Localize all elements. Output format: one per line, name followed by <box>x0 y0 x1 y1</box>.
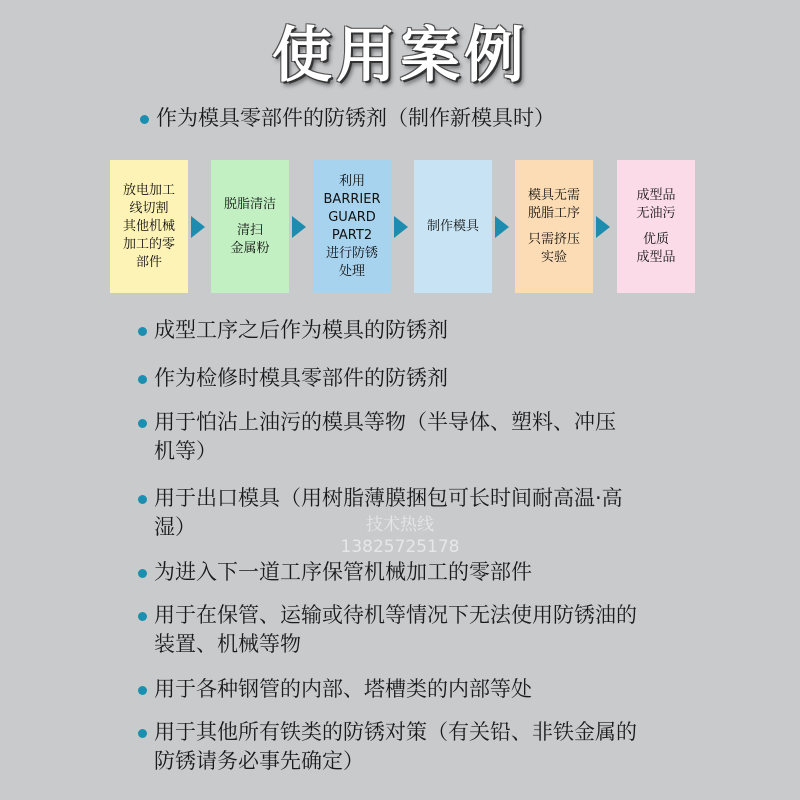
flow-step-text: 成型品 <box>636 249 676 265</box>
use-case-item <box>138 364 448 393</box>
bullet-dot-icon <box>138 729 147 738</box>
flow-step-4 <box>414 160 492 293</box>
use-case-text <box>154 718 637 776</box>
flow-step-text: 利用 <box>338 173 365 189</box>
use-case-item <box>138 718 637 776</box>
use-case-line: 成型工序之后作为模具的防锈剂 <box>154 318 448 342</box>
use-case-item <box>138 316 448 345</box>
use-case-text <box>154 601 637 659</box>
use-case-line: 用于其他所有铁类的防锈对策（有关铅、非铁金属的 <box>154 720 637 744</box>
flow-step-text: 线切割 <box>129 200 169 216</box>
flow-step-text: 模具无需 <box>527 187 580 203</box>
flow-step-text: 放电加工 <box>122 182 175 198</box>
intro-text: 作为模具零部件的防锈剂（制作新模具时） <box>156 106 555 130</box>
use-case-line: 防锈请务必事先确定） <box>154 749 364 773</box>
flow-step-text: 脱脂清洁 <box>223 196 276 212</box>
use-case-line: 湿） <box>154 515 196 539</box>
flow-step-2 <box>211 160 289 293</box>
flow-step-text: 脱脂工序 <box>527 205 580 221</box>
use-case-text <box>154 316 448 345</box>
flow-step-text: 加工的零 <box>122 236 175 252</box>
flow-step-text: 处理 <box>338 263 365 279</box>
use-case-line: 用于怕沾上油污的模具等物（半导体、塑料、冲压 <box>154 410 616 434</box>
flow-step-text: 金属粉 <box>230 240 270 256</box>
bullet-dot-icon <box>138 419 147 428</box>
bullet-dot-icon <box>138 569 147 578</box>
flow-step-text: 只需挤压 <box>527 231 580 247</box>
flow-step-text: 优质 <box>642 231 669 247</box>
watermark-phone: 13825725178 <box>340 537 460 557</box>
flow-arrow-icon <box>495 216 509 238</box>
flow-step-text: 制作模具 <box>426 218 479 234</box>
use-case-line: 机等） <box>154 439 217 463</box>
use-case-item <box>138 675 532 704</box>
use-case-text <box>154 408 616 466</box>
use-case-text <box>154 675 532 704</box>
flow-arrow-icon <box>394 216 408 238</box>
intro-bullet <box>140 104 555 133</box>
flow-step-6 <box>617 160 695 293</box>
use-case-line: 用于出口模具（用树脂薄膜捆包可长时间耐高温·高 <box>154 486 623 510</box>
use-case-line: 为进入下一道工序保管机械加工的零部件 <box>154 560 532 584</box>
flow-step-text: GUARD <box>328 209 376 225</box>
flow-step-5 <box>515 160 593 293</box>
use-case-item <box>138 408 616 466</box>
flow-arrow-icon <box>191 216 205 238</box>
bullet-dot-icon <box>138 686 147 695</box>
flow-step-text: 无油污 <box>636 205 676 221</box>
flow-step-text: 部件 <box>135 254 162 270</box>
use-case-item <box>138 558 532 587</box>
bullet-dot-icon <box>138 327 147 336</box>
use-case-line: 作为检修时模具零部件的防锈剂 <box>154 366 448 390</box>
flow-step-1 <box>110 160 188 293</box>
use-case-line: 用于各种钢管的内部、塔槽类的内部等处 <box>154 677 532 701</box>
flow-step-text: PART2 <box>331 227 373 243</box>
flow-step-text: 成型品 <box>636 187 676 203</box>
bullet-dot-icon <box>140 115 149 124</box>
use-case-line: 用于在保管、运输或待机等情况下无法使用防锈油的 <box>154 603 637 627</box>
flow-arrow-icon <box>292 216 306 238</box>
flow-step-text: BARRIER <box>323 191 381 207</box>
flow-step-text: 实验 <box>540 249 567 265</box>
flow-step-3 <box>313 160 391 293</box>
use-case-line: 装置、机械等物 <box>154 632 301 656</box>
flow-arrow-icon <box>596 216 610 238</box>
use-case-text <box>154 558 532 587</box>
bullet-dot-icon <box>138 495 147 504</box>
watermark-hotline-label: 技术热线 <box>366 515 434 535</box>
page-title: 使用案例 <box>272 21 528 91</box>
use-case-item <box>138 601 637 659</box>
process-flow <box>110 160 700 293</box>
bullet-dot-icon <box>138 375 147 384</box>
use-case-text <box>154 364 448 393</box>
flow-step-text: 进行防锈 <box>325 245 378 261</box>
bullet-dot-icon <box>138 612 147 621</box>
flow-step-text: 其他机械 <box>122 218 175 234</box>
flow-step-text: 清扫 <box>236 222 263 238</box>
